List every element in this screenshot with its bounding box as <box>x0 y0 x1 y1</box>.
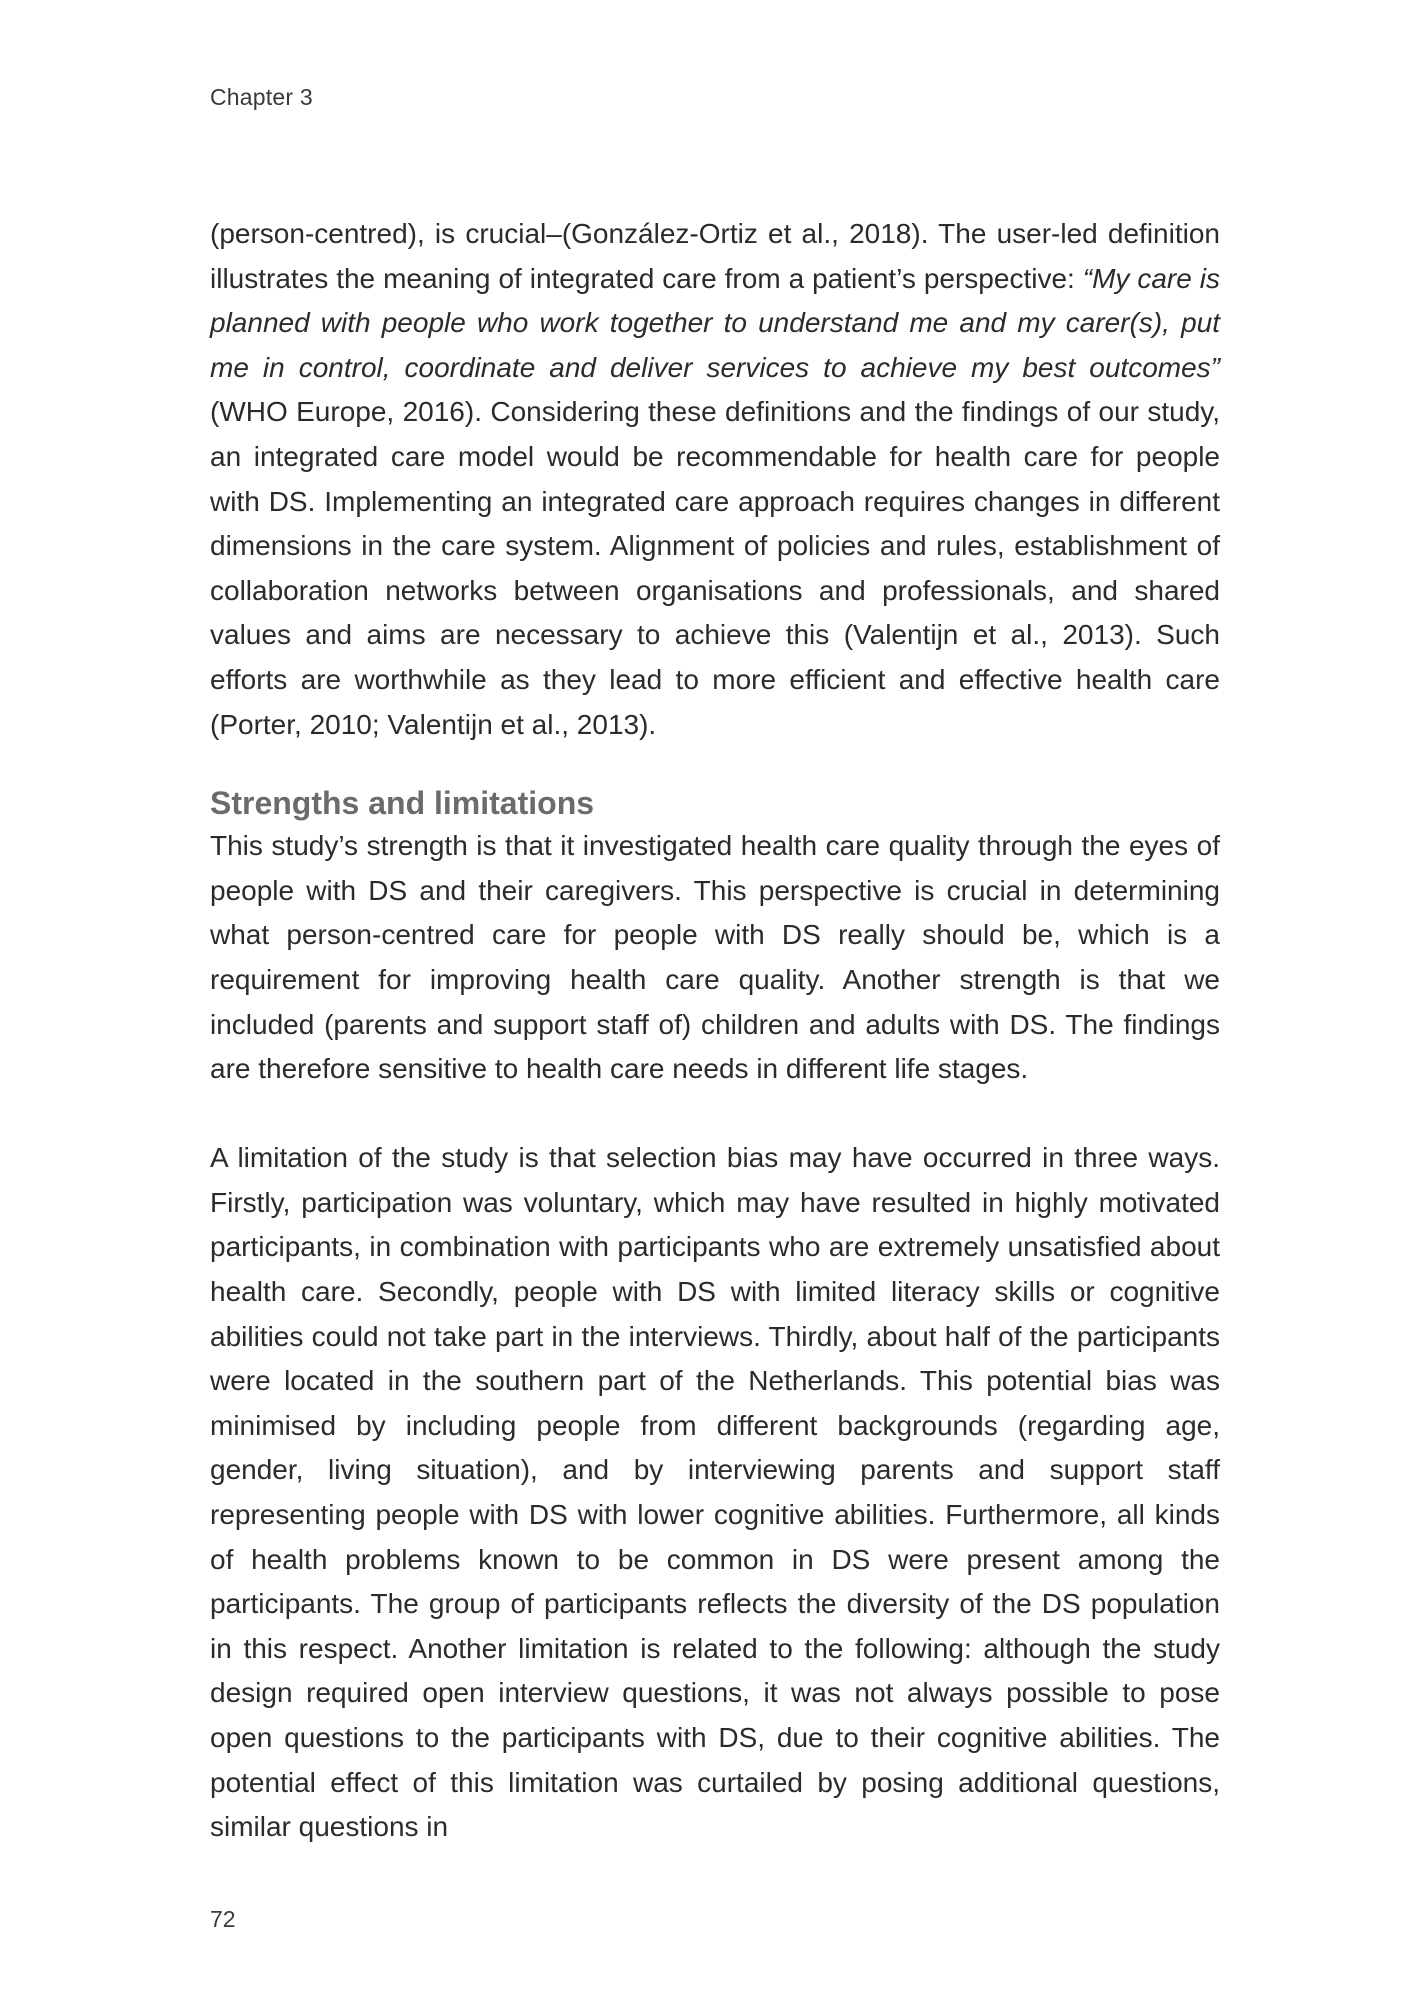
paragraph-tail-text: (WHO Europe, 2016). Considering these definitions and the findings of our study, an integrated care model would be recommendable for health care for people with DS. Implementing an integrated care approach requires changes in different dimensions in the care system. Alignment of policies and rules, establishment of collaboration networks between organisations and professionals, and shared values and aims are necessary to achieve this (Valentijn et al., 2013). Such efforts are worthwhile as they lead to more efficient and effective health care (Porter, 2010; Valentijn et al., 2013). <box>210 396 1220 740</box>
paragraph-strengths: This study’s strength is that it investigated health care quality through the eyes of people with DS and their caregivers. This perspective is crucial in determining what person-centred care for people with DS really should be, which is a requirement for improving health care quality. Another strength is that we included (parents and support staff of) children and adults with DS. The findings are therefore sensitive to health care needs in different life stages. <box>210 830 1220 1085</box>
page-body <box>210 212 1220 1850</box>
user-led-quote: “My care is planned with people who work together to understand me and my carer(s), put me in control, coordinate and deliver services to achieve my best outcomes” <box>210 262 1221 383</box>
paragraph-limitations: A limitation of the study is that selection bias may have occurred in three ways. Firstly, participation was voluntary, which may have resulted in highly motivated participants, in combination with participants who are extremely unsatisfied about health care. Secondly, people with DS with limited literacy skills or cognitive abilities could not take part in the interviews. Thirdly, about half of the participants were located in the southern part of the Netherlands. This potential bias was minimised by including people from different backgrounds (regarding age, gender, living situation), and by interviewing parents and support staff representing people with DS with lower cognitive abilities. Furthermore, all kinds of health problems known to be common in DS were present among the participants. The group of participants reflects the diversity of the DS population in this respect. Another limitation is related to the following: although the study design required open interview questions, it was not always possible to pose open questions to the participants with DS, due to their cognitive abilities. The potential effect of this limitation was curtailed by posing additional questions, similar questions in <box>210 1142 1220 1843</box>
section-heading-strengths-limitations: Strengths and limitations <box>210 785 595 822</box>
paragraph-lead-text: (person-centred), is crucial–(González-Ortiz et al., 2018). The user-led definition illustrates the meaning of integrated care from a patient’s perspective: <box>210 218 1220 294</box>
page-number: 72 <box>210 1906 236 1932</box>
paragraph-integrated-care <box>210 212 1220 747</box>
running-head: Chapter 3 <box>210 84 313 110</box>
